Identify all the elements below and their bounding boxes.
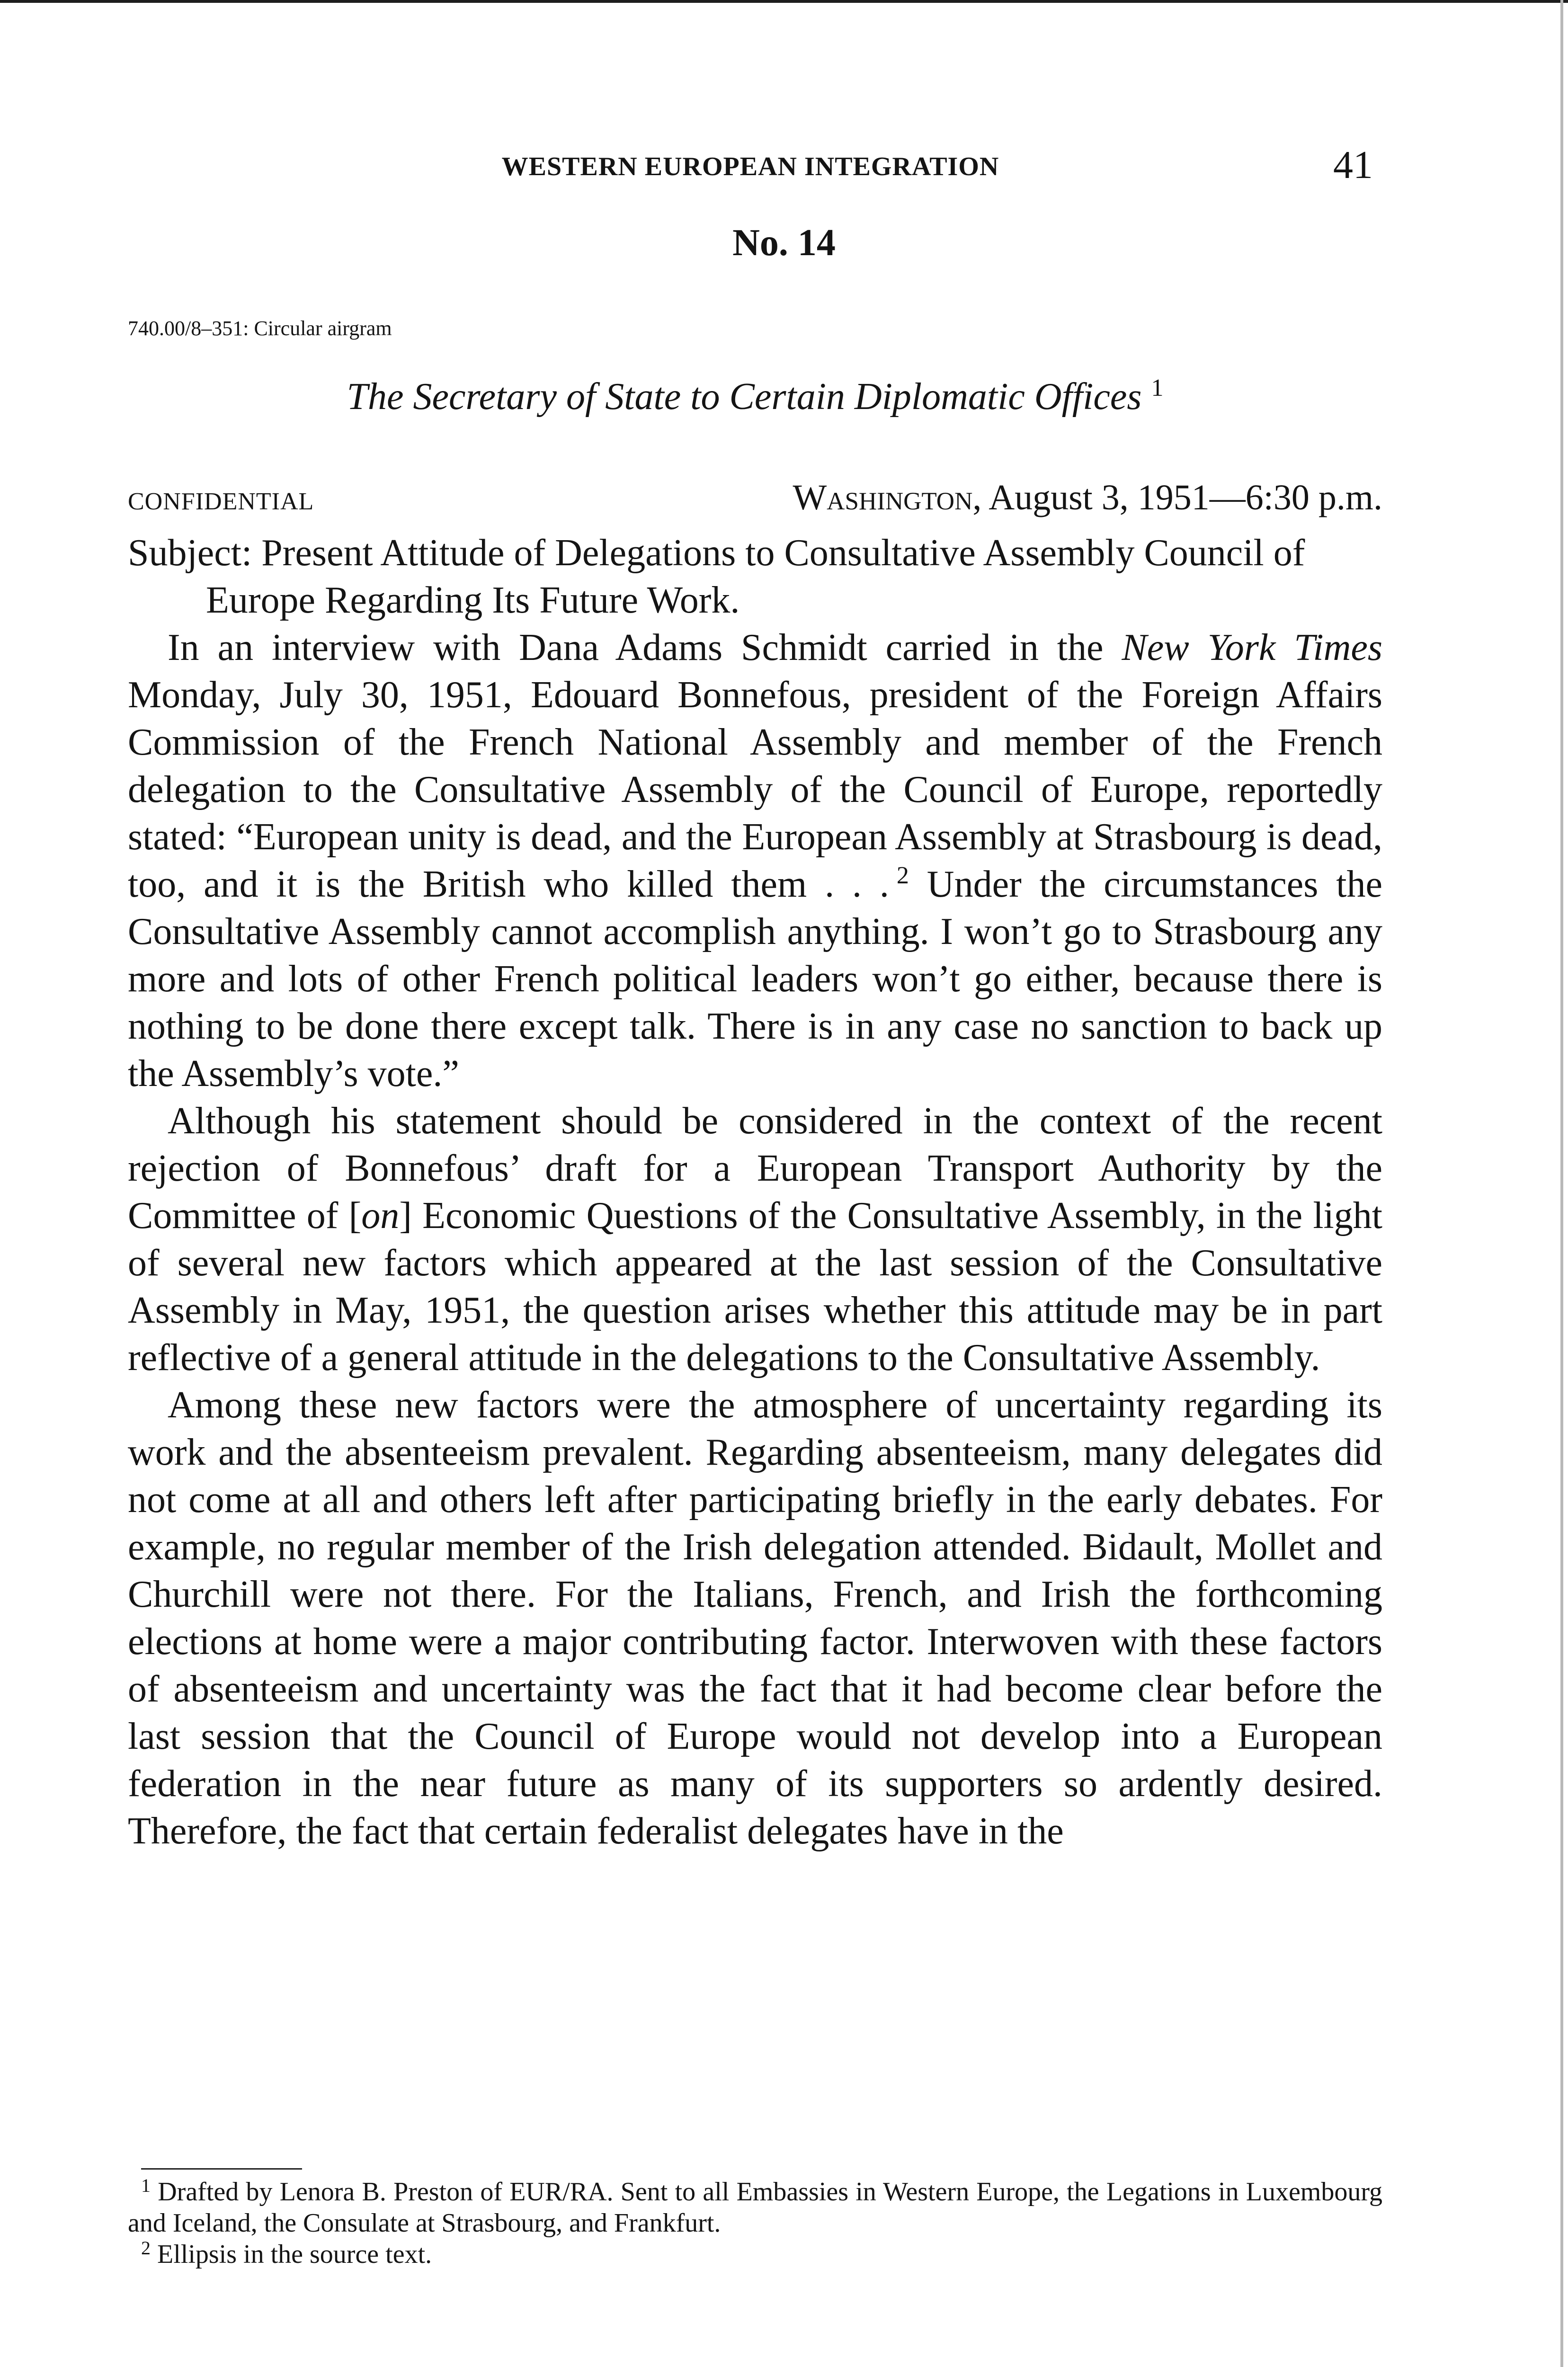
classification-label: CONFIDENTIAL <box>128 488 314 515</box>
footnote-rule <box>141 2168 302 2170</box>
document-title-text: The Secretary of State to Certain Diplomatic Offices <box>347 376 1142 418</box>
footnote-1-text: Drafted by Lenora B. Preston of EUR/RA. Sent to all Embassies in Western Europe, the Legations in Luxembourg and Iceland, the Consulate at Strasbourg, and Frankfurt. <box>128 2177 1383 2238</box>
scan-right-edge <box>1560 0 1563 2367</box>
subject-label: Subject: <box>128 532 252 574</box>
document-title <box>128 374 1382 418</box>
subject-text: Present Attitude of Delegations to Consultative Assembly Council of Europe Regarding Its Future Work. <box>206 532 1305 621</box>
footnote-ref-2: 2 <box>896 862 909 889</box>
paragraph-1-text-c: Under the circumstances the Consultative Assembly cannot accomplish anything. I won’t go to Strasbourg any more and lots of other French political leaders won’t go either, because there is nothing to be done there except talk. There is in any case no sanction to back up the Assembly’s vote.” <box>128 863 1383 1095</box>
editorial-insertion: on <box>361 1195 400 1237</box>
paragraph-1 <box>128 624 1382 1097</box>
subject-line <box>128 529 1382 624</box>
paragraph-2-text-b: ] Economic Questions of the Consultative Assembly, in the light of several new factors which appeared at the last session of the Consultative Assembly in May, 1951, the question arises whether this attitude may be in part reflective of a general attitude in the delegations to the Consultative Assembly. <box>128 1195 1382 1379</box>
footnotes <box>128 2168 1382 2270</box>
page-header <box>128 143 1373 194</box>
footnote-2-mark: 2 <box>141 2237 151 2259</box>
dateline-place: Washington, <box>793 478 982 517</box>
paragraph-3: Among these new factors were the atmosphere of uncertainty regarding its work and the absenteeism prevalent. Regarding absenteeism, many delegates did not come at all and others left after participating briefly in the early debates. For example, no regular member of the Irish delegation attended. Bidault, Mollet and Churchill were not there. For the Italians, French, and Irish the forthcoming elections at home were a major contributing factor. Interwoven with these factors of absenteeism and uncertainty was the fact that it had become clear before the last session that the Council of Europe would not develop into a European federation in the near future as many of its supporters so ardently desired. Therefore, the fact that certain federalist delegates have in the <box>128 1384 1382 1852</box>
paragraph-1-text-b: Monday, July 30, 1951, Edouard Bonnefous, president of the Foreign Affairs Commission of the French National Assembly and member of the French delegation to the Consultative Assembly of the Council of Europe, reportedly stated: “European unity is dead, and the European Assembly at Strasbourg is dead, too, and it is the British who killed them . . . <box>128 674 1382 905</box>
classification-dateline <box>128 477 1382 525</box>
footnote-2 <box>128 2239 1382 2270</box>
document-number: No. 14 <box>732 222 836 264</box>
paragraph-1-text-a: In an interview with Dana Adams Schmidt carried in the <box>168 627 1122 668</box>
dateline <box>793 477 1382 518</box>
newspaper-title: New York Times <box>1122 627 1383 668</box>
footnote-2-text: Ellipsis in the source text. <box>157 2240 432 2269</box>
file-reference: 740.00/8–351: Circular airgram <box>128 317 392 340</box>
page-number: 41 <box>1333 143 1373 187</box>
dateline-date: August 3, 1951—6:30 p.m. <box>989 478 1382 517</box>
title-footnote-ref: 1 <box>1151 374 1164 401</box>
running-head: WESTERN EUROPEAN INTEGRATION <box>501 152 999 181</box>
paragraph-2-text-a: Although his statement should be considered in the context of the recent rejection of Bonnefous’ draft for a European Transport Authority by the Committee of [ <box>128 1100 1382 1237</box>
paragraph-2 <box>128 1097 1382 1381</box>
footnote-1 <box>128 2176 1382 2239</box>
footnote-1-mark: 1 <box>141 2175 151 2196</box>
scan-top-edge <box>0 0 1568 3</box>
document-body <box>128 529 1382 1855</box>
